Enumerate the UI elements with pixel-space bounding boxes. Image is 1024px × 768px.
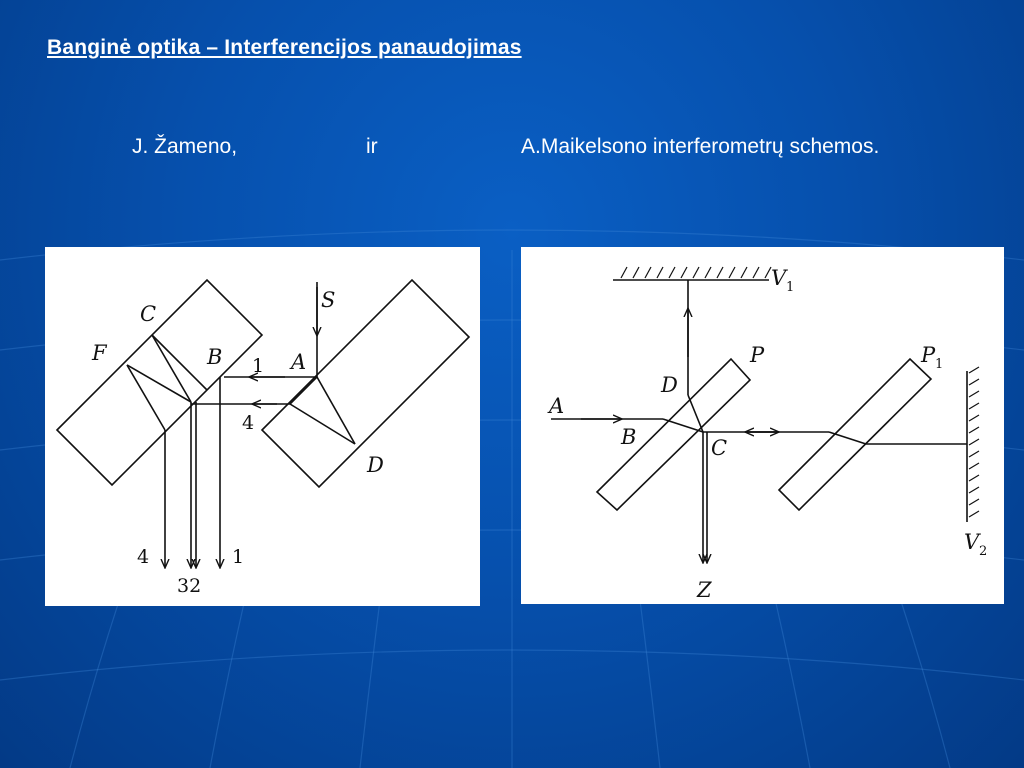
subtitle-jamin: J. Žameno, — [132, 135, 238, 158]
label-D: D — [661, 373, 678, 397]
label-V2: V — [964, 530, 980, 554]
label-Z: Z — [697, 578, 712, 602]
ray-4-label-top: 4 — [242, 412, 255, 434]
slide-title: Banginė optika – Interferencijos panaudojimas — [47, 36, 522, 59]
jamin-diagram-svg — [45, 247, 480, 606]
label-B: B — [621, 425, 637, 449]
label-P: P — [750, 343, 765, 367]
right-glass-plate — [262, 280, 469, 487]
left-glass-plate — [57, 280, 265, 485]
compensator-P1 — [779, 359, 931, 510]
label-V1-sub: 1 — [786, 280, 795, 295]
michelson-diagram-svg — [521, 247, 1004, 604]
label-F: F — [92, 341, 107, 365]
label-P1: P — [921, 343, 936, 367]
ray-1-label-bottom: 1 — [232, 546, 245, 568]
label-B: B — [207, 345, 223, 369]
label-C: C — [711, 436, 728, 460]
label-S: S — [321, 288, 336, 312]
label-A: A — [291, 350, 307, 374]
subtitle-connector: ir — [366, 135, 378, 158]
michelson-interferometer-diagram — [521, 247, 1004, 604]
label-D: D — [367, 453, 384, 477]
subtitle-michelson: A.Maikelsono interferometrų schemos. — [521, 135, 880, 158]
jamin-interferometer-diagram — [45, 247, 480, 606]
ray-32-label-bottom: 32 — [177, 575, 202, 597]
ray-1-label-top: 1 — [252, 355, 265, 377]
label-V2-sub: 2 — [979, 544, 988, 559]
label-A: A — [549, 394, 565, 418]
label-C: C — [140, 302, 157, 326]
label-V1: V — [771, 266, 787, 290]
ray-4-label-bottom: 4 — [137, 546, 150, 568]
label-P1-sub: 1 — [935, 357, 944, 372]
